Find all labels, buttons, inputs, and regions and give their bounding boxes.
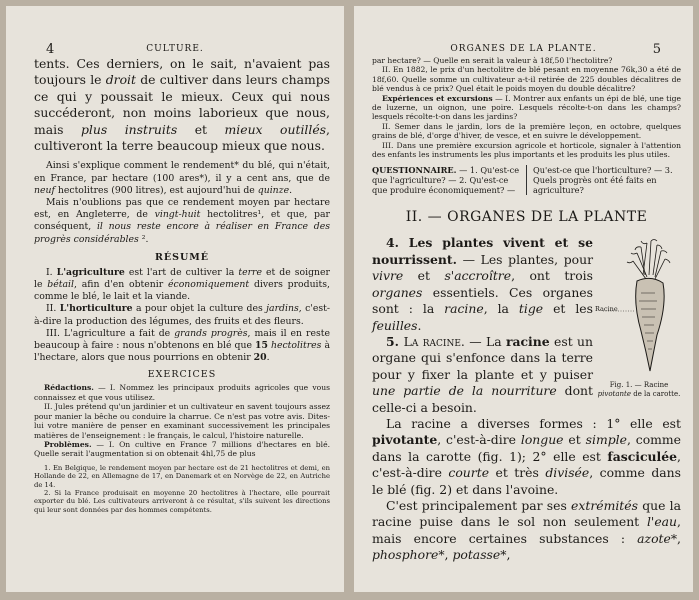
right-page (354, 6, 693, 592)
redactions: Rédactions. — I. Nommez les principaux produits agricoles que vous connaissez et que vous utilisez. (34, 383, 330, 402)
exercise-2: II. Jules prétend qu'un jardinier et un cultivateur en savent toujours assez pour manier la bêche ou conduire la charrue. Ce n'est pas votre avis. Dites-lui votre manière de penser en examinant successivement les principales matières de l'enseignement : le français, le calcul, l'histoire naturelle. (34, 402, 330, 440)
paragraph-top: tents. Ces derniers, on le sait, n'avaient pas toujours le droit de cultiver dans leurs champs ce qui y poussait le mieux. Ceux qui nous succéderont, non moins laborieux que nous, mais plus instruits et mieux outillés, cultiveront la terre beaucoup mieux que nous. (34, 56, 330, 154)
section-5: 5. La racine. — La racine est un organe qui s'enfonce dans la terre pour y fixer la plante et y puiser une partie de la nourriture dont celle-ci a besoin. (372, 333, 593, 415)
figure-carrot (597, 235, 681, 398)
paragraph-formes: La racine a diverses formes : 1° elle est pivotante, c'est-à-dire longue et simple, comme dans la carotte (fig. 1); 2° elle est fasciculée, c'est-à-dire courte et très divisée, comme dans le blé (fig. 2) et dans l'avoine. (372, 415, 681, 497)
paragraph-ainsi: Ainsi s'explique comment le rendement* du blé, qui n'était, en France, par hectare (100 ares*), il y a cent ans, que de neuf hectolitres (900 litres), est aujourd'hui de quinze. (34, 160, 330, 196)
problemes: Problèmes. — I. On cultive en France 7 millions d'hectares en blé. Quelle serait l'augmentation si on obtenait 4hl,75 de plus (34, 439, 330, 459)
resume-item-2: II. L'horticulture a pour objet la culture des jardins, c'est-à-dire la production des légumes, des fruits et des fleurs. (34, 303, 330, 327)
page-number-left: 4 (46, 42, 55, 57)
left-page (6, 6, 344, 592)
experience-3: III. Dans une première excursion agricole et horticole, signaler à l'attention des enfants les instruments les plus importants et les produits les plus utiles. (372, 140, 681, 160)
experiences: Expériences et excursions — I. Montrer aux enfants un épi de blé, une tige de luzerne, un oignon, une poire. Lesquels récolte-t-on dans les champs? lesquels récolte-t-on dans les jardins? (372, 93, 682, 122)
resume-item-3: III. L'agriculture a fait de grands progrès, mais il en reste beaucoup à faire : nous n'obtenons en blé que 15 hectolitres à l'hectare, alors que nous pourrions en obtenir 20. (34, 327, 330, 364)
footnote-2: 2. Si la France produisait en moyenne 20 hectolitres à l'hectare, elle pourrait exporter du blé. Les cultivateurs arriveront à ce résultat, s'ils suivent les directions qui leur sont données par des hommes compétents. (34, 488, 330, 514)
page-number-right: 5 (652, 42, 661, 57)
figure-caption: Fig. 1. — Racine pivotante de la carotte. (597, 381, 681, 398)
paragraph-mais: Mais n'oublions pas que ce rendement moyen par hectare est, en Angleterre, de vingt-huit hectolitres¹, et que, par conséquent, il nous reste encore à réaliser en France des progrès considérables ². (34, 197, 331, 245)
figure-label: Racine (595, 305, 618, 314)
footnote-1: 1. En Belgique, le rendement moyen par hectare est de 21 hectolitres et demi, en Hollande de 22, en Allemagne de 17, en Danemark et en Norvège de 22, en Autriche de 14. (34, 463, 330, 489)
resume-item-1: I. L'agriculture est l'art de cultiver la terre et de soigner le bétail, afin d'en obtenir économiquement divers produits, comme le blé, le lait et la viande. (34, 266, 330, 303)
resume-heading: RÉSUMÉ (154, 251, 210, 263)
running-title-left: CULTURE. (146, 44, 204, 54)
problem-2: II. En 1882, le prix d'un hectolitre de blé pesant en moyenne 76k,30 a été de 18f,60. Quelle somme un cultivateur a-t-il retirée de 225 doubles décalitres de blé vendus à ce prix? Quel était le poids moyen du double décalitre? (372, 65, 681, 94)
exercices-heading: EXERCICES (147, 369, 217, 381)
questionnaire (372, 165, 681, 195)
questionnaire-right: Qu'est-ce que l'horticulture? — 3. Quels progrès ont été faits en agriculture? (533, 165, 673, 196)
running-title-right: ORGANES DE LA PLANTE. (450, 44, 597, 54)
problem-continued: par hectare? — Quelle en serait la valeur à 18f,50 l'hectolitre? (372, 56, 613, 65)
paragraph-principal: C'est principalement par ses extrémités que la racine puise dans le sol non seulement l'eau, mais encore certaines substances : azote*, phosphore*, potasse*, (372, 497, 681, 563)
section-4: 4. Les plantes vivent et se nourrissent. — Les plantes, pour vivre et s'accroître, ont trois organes essentiels. Ces organes sont : la racine, la tige et les feuilles. (372, 235, 593, 333)
experience-2: II. Semer dans le jardin, lors de la première leçon, en octobre, quelques grains de blé, d'orge d'hiver, de vesce, et en suivre le développement. (372, 121, 681, 141)
chapter-title: II. — ORGANES DE LA PLANTE (405, 209, 648, 226)
questionnaire-left: QUESTIONNAIRE. — 1. Qu'est-ce que l'agriculture? — 2. Qu'est-ce que produire économiquement? — (372, 165, 527, 195)
